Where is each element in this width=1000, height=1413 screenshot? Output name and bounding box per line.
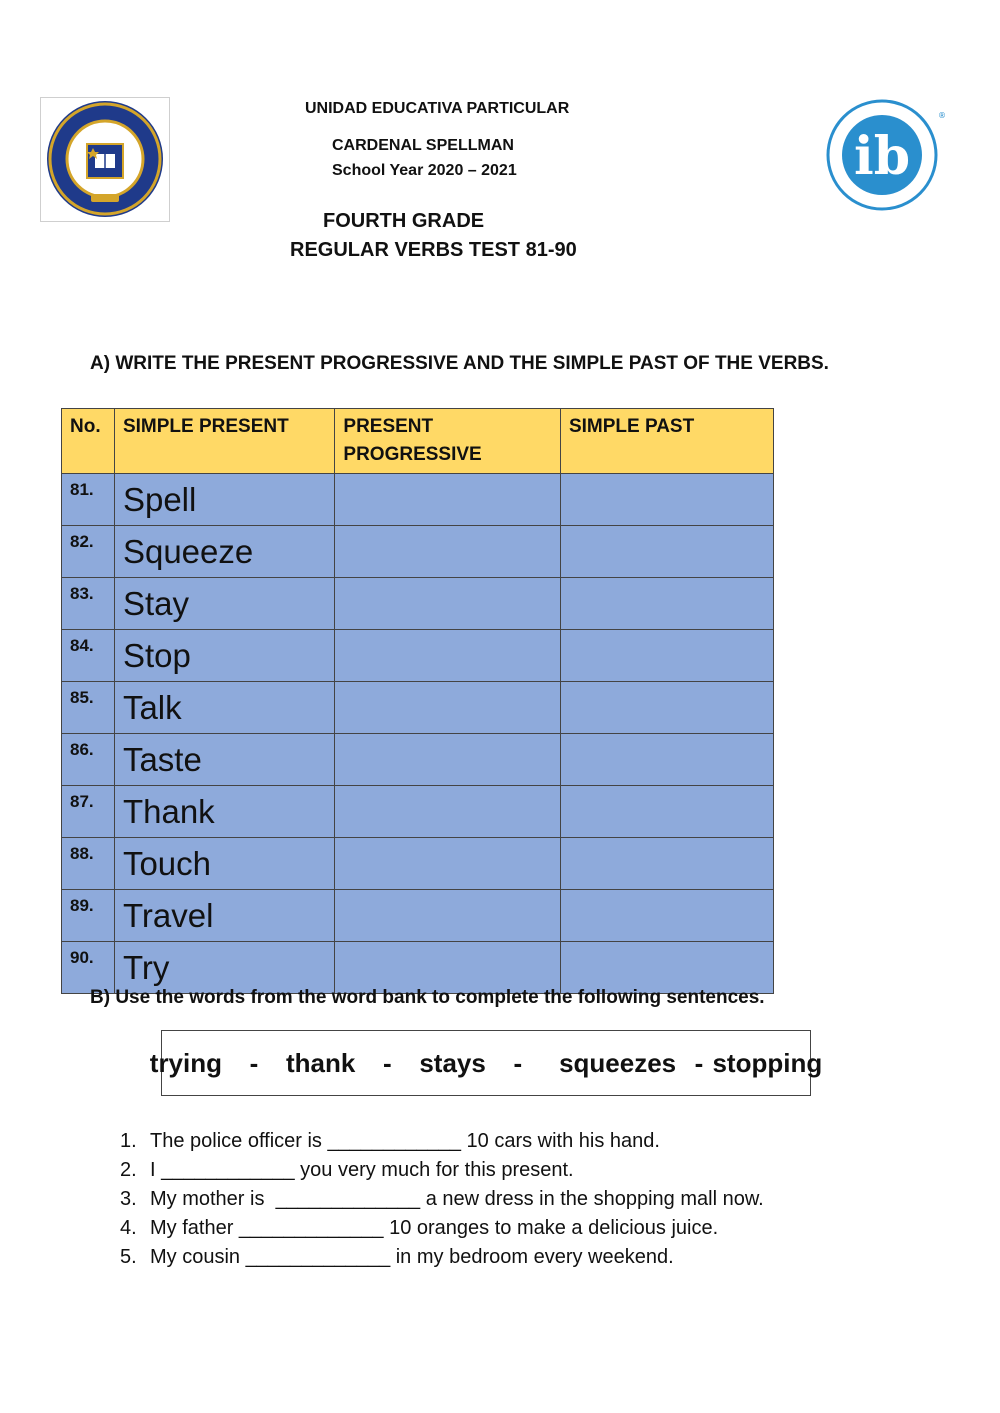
column-header-no: No. xyxy=(62,409,115,474)
column-header-simple-present: SIMPLE PRESENT xyxy=(114,409,334,474)
present-progressive-answer[interactable] xyxy=(335,838,561,890)
simple-past-answer[interactable] xyxy=(560,682,773,734)
ib-world-school-logo xyxy=(820,96,944,214)
grade-title: FOURTH GRADE xyxy=(323,210,485,232)
present-progressive-label: PRESENT PROGRESSIVE xyxy=(343,416,482,465)
table-row xyxy=(62,890,774,942)
simple-past-answer[interactable] xyxy=(560,890,773,942)
sentence-text[interactable]: The police officer is ____________ 10 cars with his hand. xyxy=(150,1130,660,1152)
section-a-title: A) WRITE THE PRESENT PROGRESSIVE AND THE SIMPLE PAST OF THE VERBS. xyxy=(90,353,829,374)
verb-cell: Talk xyxy=(114,682,334,734)
list-item xyxy=(120,1127,764,1156)
simple-past-answer[interactable] xyxy=(560,526,773,578)
present-progressive-answer[interactable] xyxy=(335,474,561,526)
simple-past-answer[interactable] xyxy=(560,630,773,682)
school-name-line2: CARDENAL SPELLMAN xyxy=(332,137,514,154)
test-title: REGULAR VERBS TEST 81-90 xyxy=(290,239,577,261)
row-number: 89. xyxy=(62,890,115,942)
verb-cell: Stop xyxy=(114,630,334,682)
list-item xyxy=(120,1243,764,1272)
row-number: 90. xyxy=(62,942,115,994)
row-number: 86. xyxy=(62,734,115,786)
present-progressive-answer[interactable] xyxy=(335,682,561,734)
simple-past-answer[interactable] xyxy=(560,734,773,786)
verb-cell: Thank xyxy=(114,786,334,838)
simple-past-answer[interactable] xyxy=(560,786,773,838)
present-progressive-answer[interactable] xyxy=(335,786,561,838)
svg-text:ib: ib xyxy=(853,126,911,187)
word-bank-text: trying - thank - stays - squeezes - stopping xyxy=(149,1047,823,1078)
sentence-text[interactable]: I ____________ you very much for this present. xyxy=(150,1159,574,1181)
row-number: 85. xyxy=(62,682,115,734)
present-progressive-answer[interactable] xyxy=(335,578,561,630)
present-progressive-answer[interactable] xyxy=(335,942,561,994)
word-bank xyxy=(149,1030,823,1096)
sentence-number: 2. xyxy=(120,1159,137,1181)
table-row xyxy=(62,682,774,734)
row-number: 81. xyxy=(62,474,115,526)
sentence-text[interactable]: My father _____________ 10 oranges to make a delicious juice. xyxy=(150,1217,719,1239)
table-row xyxy=(62,786,774,838)
row-number: 87. xyxy=(62,786,115,838)
verb-cell: Taste xyxy=(114,734,334,786)
sentence-number: 1. xyxy=(120,1130,137,1152)
school-year: School Year 2020 – 2021 xyxy=(332,162,517,179)
present-progressive-answer[interactable] xyxy=(335,630,561,682)
sentence-number: 3. xyxy=(120,1188,137,1210)
sentence-number: 5. xyxy=(120,1246,137,1268)
sentences-list xyxy=(120,1127,764,1272)
table-header-row xyxy=(62,409,774,474)
simple-past-answer[interactable] xyxy=(560,838,773,890)
sentence-text[interactable]: My cousin _____________ in my bedroom every weekend. xyxy=(150,1246,674,1268)
section-b-title: B) Use the words from the word bank to complete the following sentences. xyxy=(90,987,765,1008)
list-item xyxy=(120,1214,764,1243)
table-row xyxy=(62,526,774,578)
column-header-simple-past: SIMPLE PAST xyxy=(560,409,773,474)
verbs-table xyxy=(61,408,774,994)
verb-cell: Travel xyxy=(114,890,334,942)
school-name-line1: UNIDAD EDUCATIVA PARTICULAR xyxy=(305,100,570,117)
row-number: 82. xyxy=(62,526,115,578)
simple-past-answer[interactable] xyxy=(560,578,773,630)
verb-cell: Spell xyxy=(114,474,334,526)
table-row xyxy=(62,474,774,526)
table-row xyxy=(62,942,774,994)
sentence-number: 4. xyxy=(120,1217,137,1239)
table-row xyxy=(62,734,774,786)
table-row xyxy=(62,838,774,890)
present-progressive-answer[interactable] xyxy=(335,734,561,786)
simple-past-answer[interactable] xyxy=(560,942,773,994)
present-progressive-answer[interactable] xyxy=(335,526,561,578)
column-header-present-progressive xyxy=(335,409,561,474)
row-number: 83. xyxy=(62,578,115,630)
school-crest-logo xyxy=(40,97,170,222)
present-progressive-answer[interactable] xyxy=(335,890,561,942)
row-number: 88. xyxy=(62,838,115,890)
table-row xyxy=(62,578,774,630)
verb-cell: Squeeze xyxy=(114,526,334,578)
verb-cell: Stay xyxy=(114,578,334,630)
svg-text:®: ® xyxy=(938,111,946,120)
list-item xyxy=(120,1156,764,1185)
simple-past-answer[interactable] xyxy=(560,474,773,526)
row-number: 84. xyxy=(62,630,115,682)
list-item xyxy=(120,1185,764,1214)
table-row xyxy=(62,630,774,682)
verb-cell: Try xyxy=(114,942,334,994)
sentence-text[interactable]: My mother is _____________ a new dress in the shopping mall now. xyxy=(150,1188,764,1210)
verb-cell: Touch xyxy=(114,838,334,890)
